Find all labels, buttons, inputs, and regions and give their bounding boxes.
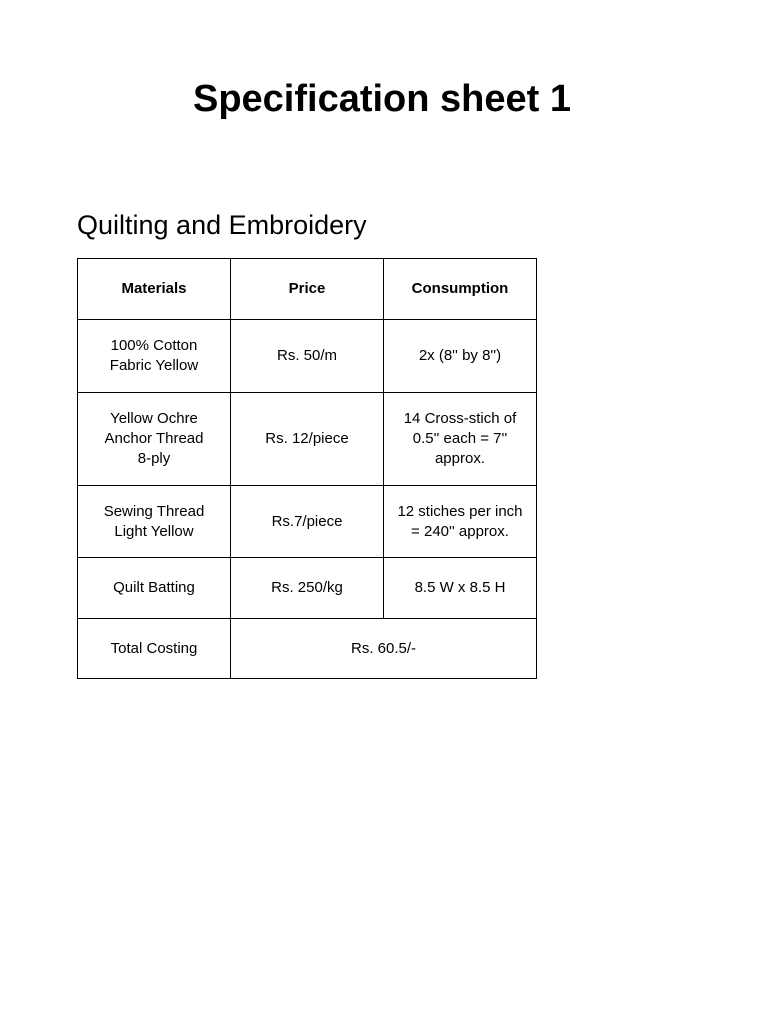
cell-consumption: 14 Cross-stich of 0.5'' each = 7'' approx.: [384, 393, 537, 486]
specification-table: [77, 258, 537, 679]
page-title: Specification sheet 1: [192, 78, 571, 120]
cell-material: Yellow Ochre Anchor Thread 8-ply: [78, 393, 231, 486]
table-row: [78, 486, 537, 558]
cell-price: Rs. 250/kg: [231, 558, 384, 619]
cell-material: Quilt Batting: [78, 558, 231, 619]
total-row: [78, 619, 537, 679]
table-row: [78, 320, 537, 393]
cell-price: Rs.7/piece: [231, 486, 384, 558]
section-title: Quilting and Embroidery: [77, 210, 367, 240]
header-materials: Materials: [78, 259, 231, 320]
table-row: [78, 393, 537, 486]
cell-price: Rs. 50/m: [231, 320, 384, 393]
table-header-row: [78, 259, 537, 320]
cell-consumption: 12 stiches per inch = 240'' approx.: [384, 486, 537, 558]
total-label: Total Costing: [78, 619, 231, 679]
header-price: Price: [231, 259, 384, 320]
header-consumption: Consumption: [384, 259, 537, 320]
cell-price: Rs. 12/piece: [231, 393, 384, 486]
total-value: Rs. 60.5/-: [231, 619, 537, 679]
cell-material: Sewing Thread Light Yellow: [78, 486, 231, 558]
cell-material: 100% Cotton Fabric Yellow: [78, 320, 231, 393]
cell-consumption: 8.5 W x 8.5 H: [384, 558, 537, 619]
cell-consumption: 2x (8'' by 8''): [384, 320, 537, 393]
table-row: [78, 558, 537, 619]
